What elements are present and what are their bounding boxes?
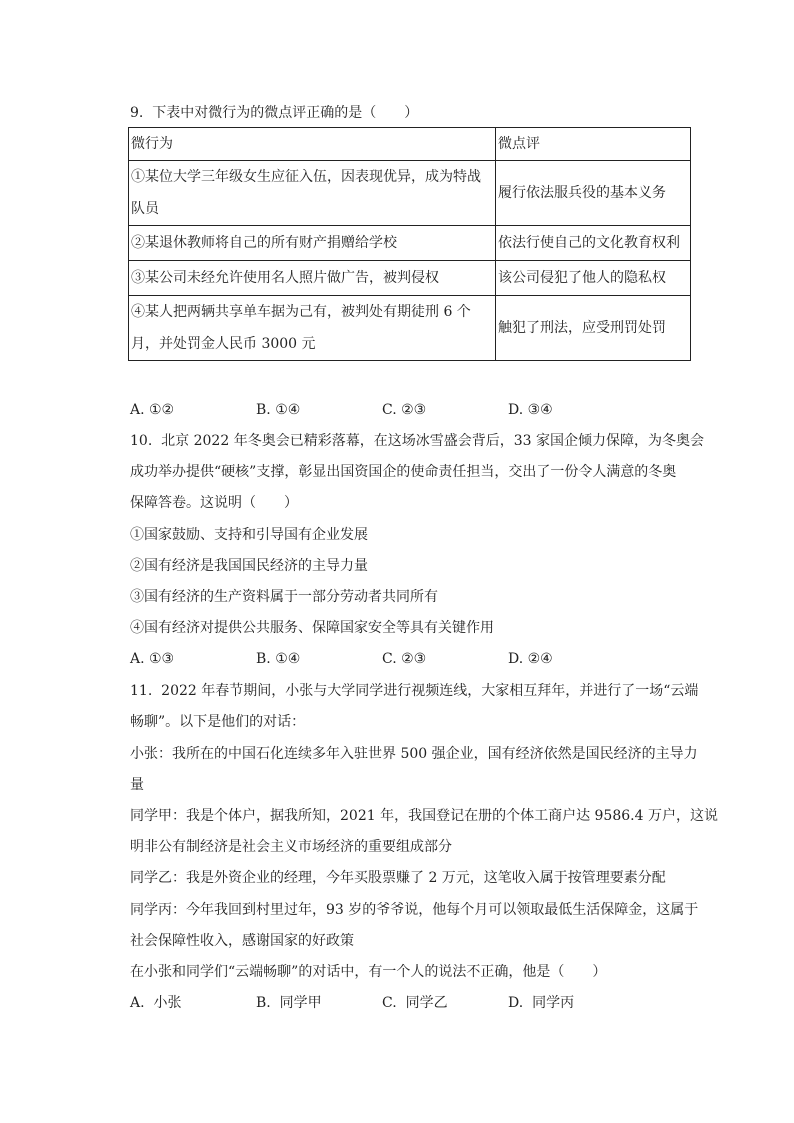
question-10-stem-line: 10. 北京 2022 年冬奥会已精彩落幕，在这场冰雪盛会背后，33 家国企倾力保障，为冬奥会 — [130, 433, 704, 449]
option-c[interactable]: C. ②③ — [382, 651, 427, 667]
question-9-table — [128, 127, 691, 361]
option-b[interactable]: B. 同学甲 — [256, 995, 322, 1011]
option-c[interactable]: C. ②③ — [382, 402, 427, 418]
table-cell: 依法行使自己的文化教育权利 — [496, 226, 691, 261]
question-11-line: 畅聊”。以下是他们的对话： — [130, 714, 306, 730]
question-10-statement: ④国有经济对提供公共服务、保障国家安全等具有关键作用 — [130, 620, 494, 636]
option-d[interactable]: D. ③④ — [508, 402, 553, 418]
question-10-statement: ②国有经济是我国国民经济的主导力量 — [130, 558, 368, 574]
option-a[interactable]: A. ①② — [130, 402, 175, 418]
table-cell: 履行依法服兵役的基本义务 — [496, 161, 691, 226]
table-header-cell: 微点评 — [496, 128, 691, 161]
question-11-line: 小张：我所在的中国石化连续多年入驻世界 500 强企业，国有经济依然是国民经济的主导力 — [130, 746, 698, 762]
option-c[interactable]: C. 同学乙 — [382, 995, 448, 1011]
table-row — [129, 296, 691, 361]
table-cell: 触犯了刑法，应受刑罚处罚 — [496, 296, 691, 361]
table-header-cell: 微行为 — [129, 128, 496, 161]
table-cell: ②某退休教师将自己的所有财产捐赠给学校 — [129, 226, 496, 261]
question-11-line: 同学乙：我是外资企业的经理，今年买股票赚了 2 万元，这笔收入属于按管理要素分配 — [130, 870, 666, 886]
question-11-line: 同学丙：今年我回到村里过年，93 岁的爷爷说，他每个月可以领取最低生活保障金，这属于 — [130, 902, 699, 918]
option-a[interactable]: A. 小张 — [130, 995, 182, 1011]
table-row — [129, 226, 691, 261]
question-9-stem: 9. 下表中对微行为的微点评正确的是（ ） — [130, 105, 419, 121]
question-11-line: 同学甲：我是个体户，据我所知，2021 年，我国登记在册的个体工商户达 9586.4 万户，这说 — [130, 808, 718, 824]
table-header-row — [129, 128, 691, 161]
question-10-stem-line: 成功举办提供“硬核”支撑，彰显出国资国企的使命责任担当，交出了一份令人满意的冬奥 — [130, 464, 677, 480]
question-10-statement: ③国有经济的生产资料属于一部分劳动者共同所有 — [130, 589, 438, 605]
table-cell: 该公司侵犯了他人的隐私权 — [496, 261, 691, 296]
table-cell: ③某公司未经允许使用名人照片做广告，被判侵权 — [129, 261, 496, 296]
question-11-line: 社会保障性收入，感谢国家的好政策 — [130, 933, 354, 949]
table-cell: ④某人把两辆共享单车据为己有，被判处有期徒刑 6 个月，并处罚金人民币 3000 元 — [129, 296, 496, 361]
option-a[interactable]: A. ①③ — [130, 651, 175, 667]
table-row — [129, 161, 691, 226]
question-11-line: 明非公有制经济是社会主义市场经济的重要组成部分 — [130, 839, 452, 855]
question-11-line: 量 — [130, 777, 144, 793]
option-b[interactable]: B. ①④ — [256, 402, 301, 418]
question-11-line: 11. 2022 年春节期间，小张与大学同学进行视频连线，大家相互拜年，并进行了一场“云端 — [130, 683, 699, 699]
option-d[interactable]: D. 同学丙 — [508, 995, 575, 1011]
table-cell: ①某位大学三年级女生应征入伍，因表现优异，成为特战队员 — [129, 161, 496, 226]
question-10-stem-line: 保障答卷。这说明（ ） — [130, 495, 298, 511]
question-11-line: 在小张和同学们“云端畅聊”的对话中，有一个人的说法不正确，他是（ ） — [130, 964, 607, 980]
question-10-statement: ①国家鼓励、支持和引导国有企业发展 — [130, 527, 368, 543]
option-d[interactable]: D. ②④ — [508, 651, 553, 667]
table-row — [129, 261, 691, 296]
option-b[interactable]: B. ①④ — [256, 651, 301, 667]
